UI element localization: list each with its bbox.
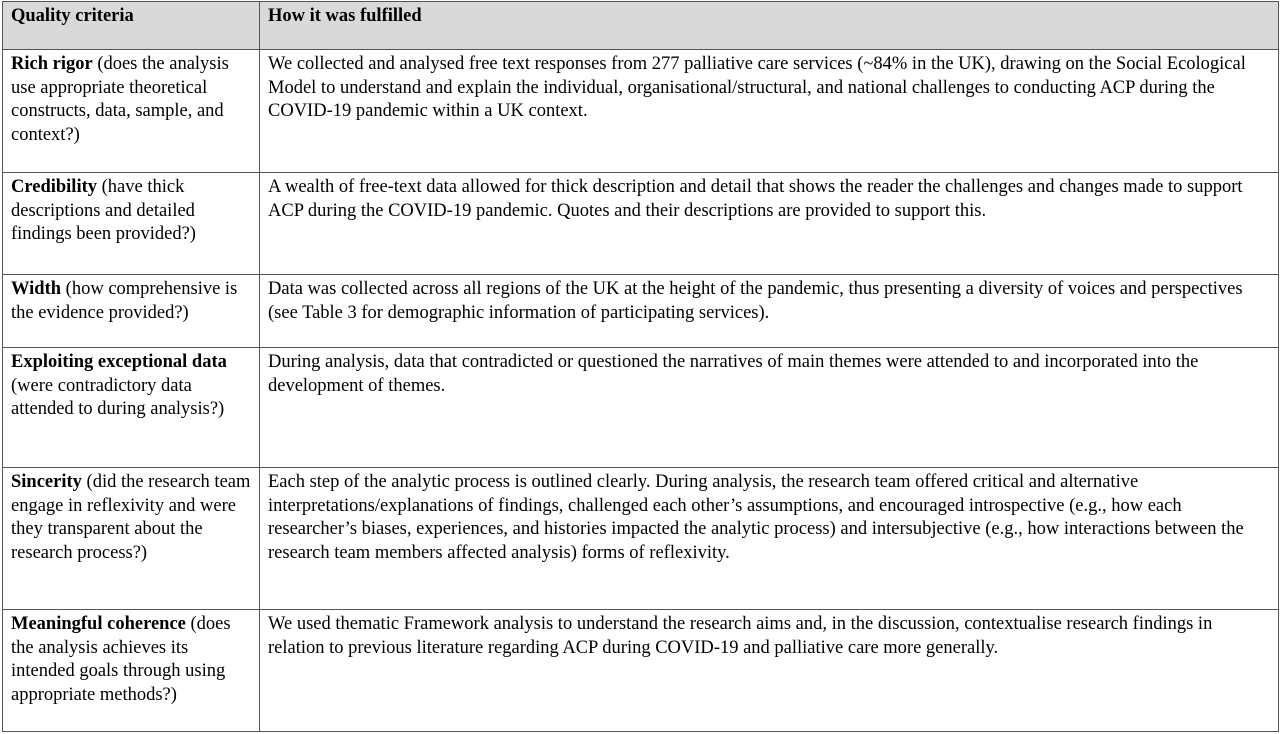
fulfilment-text: A wealth of free-text data allowed for thick description and detail that shows the reader the challenges and changes made to support ACP during the COVID-19 pandemic. Quotes and their descriptions are provided to support this. bbox=[260, 173, 1279, 275]
header-quality-criteria: Quality criteria bbox=[3, 2, 260, 50]
table-row bbox=[3, 173, 1279, 275]
fulfilment-text: During analysis, data that contradicted or questioned the narratives of main themes were attended to and incorporated into the development of themes. bbox=[260, 348, 1279, 468]
table-header-row bbox=[3, 2, 1279, 50]
criterion-description: (does the analysis use appropriate theoretical constructs, data, sample, and context?) bbox=[11, 54, 229, 145]
fulfilment-text: Each step of the analytic process is outlined clearly. During analysis, the research team offered critical and alternative interpretations/explanations of findings, challenged each other’s assumptions, and encouraged introspective (e.g., how each researcher’s biases, experiences, and histories impacted the analytic process) and intersubjective (e.g., how interactions between the research team members affected analysis) forms of reflexivity. bbox=[260, 468, 1279, 610]
criterion-name: Credibility bbox=[11, 177, 97, 197]
criterion-description: (were contradictory data attended to during analysis?) bbox=[11, 375, 225, 419]
fulfilment-text: Data was collected across all regions of the UK at the height of the pandemic, thus presenting a diversity of voices and perspectives (see Table 3 for demographic information of participating services). bbox=[260, 275, 1279, 348]
criterion-name: Rich rigor bbox=[11, 54, 93, 74]
criterion-description: (have thick descriptions and detailed findings been provided?) bbox=[11, 177, 196, 244]
criterion-description: (does the analysis achieves its intended goals through using appropriate methods?) bbox=[11, 614, 231, 705]
criterion-cell bbox=[3, 50, 260, 173]
criterion-description: (did the research team engage in reflexivity and were they transparent about the research process?) bbox=[11, 472, 251, 563]
criterion-description: (how comprehensive is the evidence provided?) bbox=[11, 279, 238, 323]
criterion-cell bbox=[3, 610, 260, 732]
fulfilment-text: We used thematic Framework analysis to understand the research aims and, in the discussion, contextualise research findings in relation to previous literature regarding ACP during COVID-19 and palliative care more generally. bbox=[260, 610, 1279, 732]
table-row bbox=[3, 468, 1279, 610]
table-row bbox=[3, 50, 1279, 173]
criterion-cell bbox=[3, 468, 260, 610]
criterion-cell bbox=[3, 275, 260, 348]
criterion-cell bbox=[3, 173, 260, 275]
table-row bbox=[3, 275, 1279, 348]
criterion-name: Width bbox=[11, 279, 62, 299]
criterion-name: Exploiting exceptional data bbox=[11, 352, 227, 372]
criterion-name: Sincerity bbox=[11, 472, 82, 492]
quality-criteria-table bbox=[2, 1, 1279, 732]
table-row bbox=[3, 348, 1279, 468]
table-row bbox=[3, 610, 1279, 732]
fulfilment-text: We collected and analysed free text responses from 277 palliative care services (~84% in the UK), drawing on the Social Ecological Model to understand and explain the individual, organisational/structural, and national challenges to conducting ACP during the COVID-19 pandemic within a UK context. bbox=[260, 50, 1279, 173]
header-how-fulfilled: How it was fulfilled bbox=[260, 2, 1279, 50]
criterion-cell bbox=[3, 348, 260, 468]
criterion-name: Meaningful coherence bbox=[11, 614, 186, 634]
